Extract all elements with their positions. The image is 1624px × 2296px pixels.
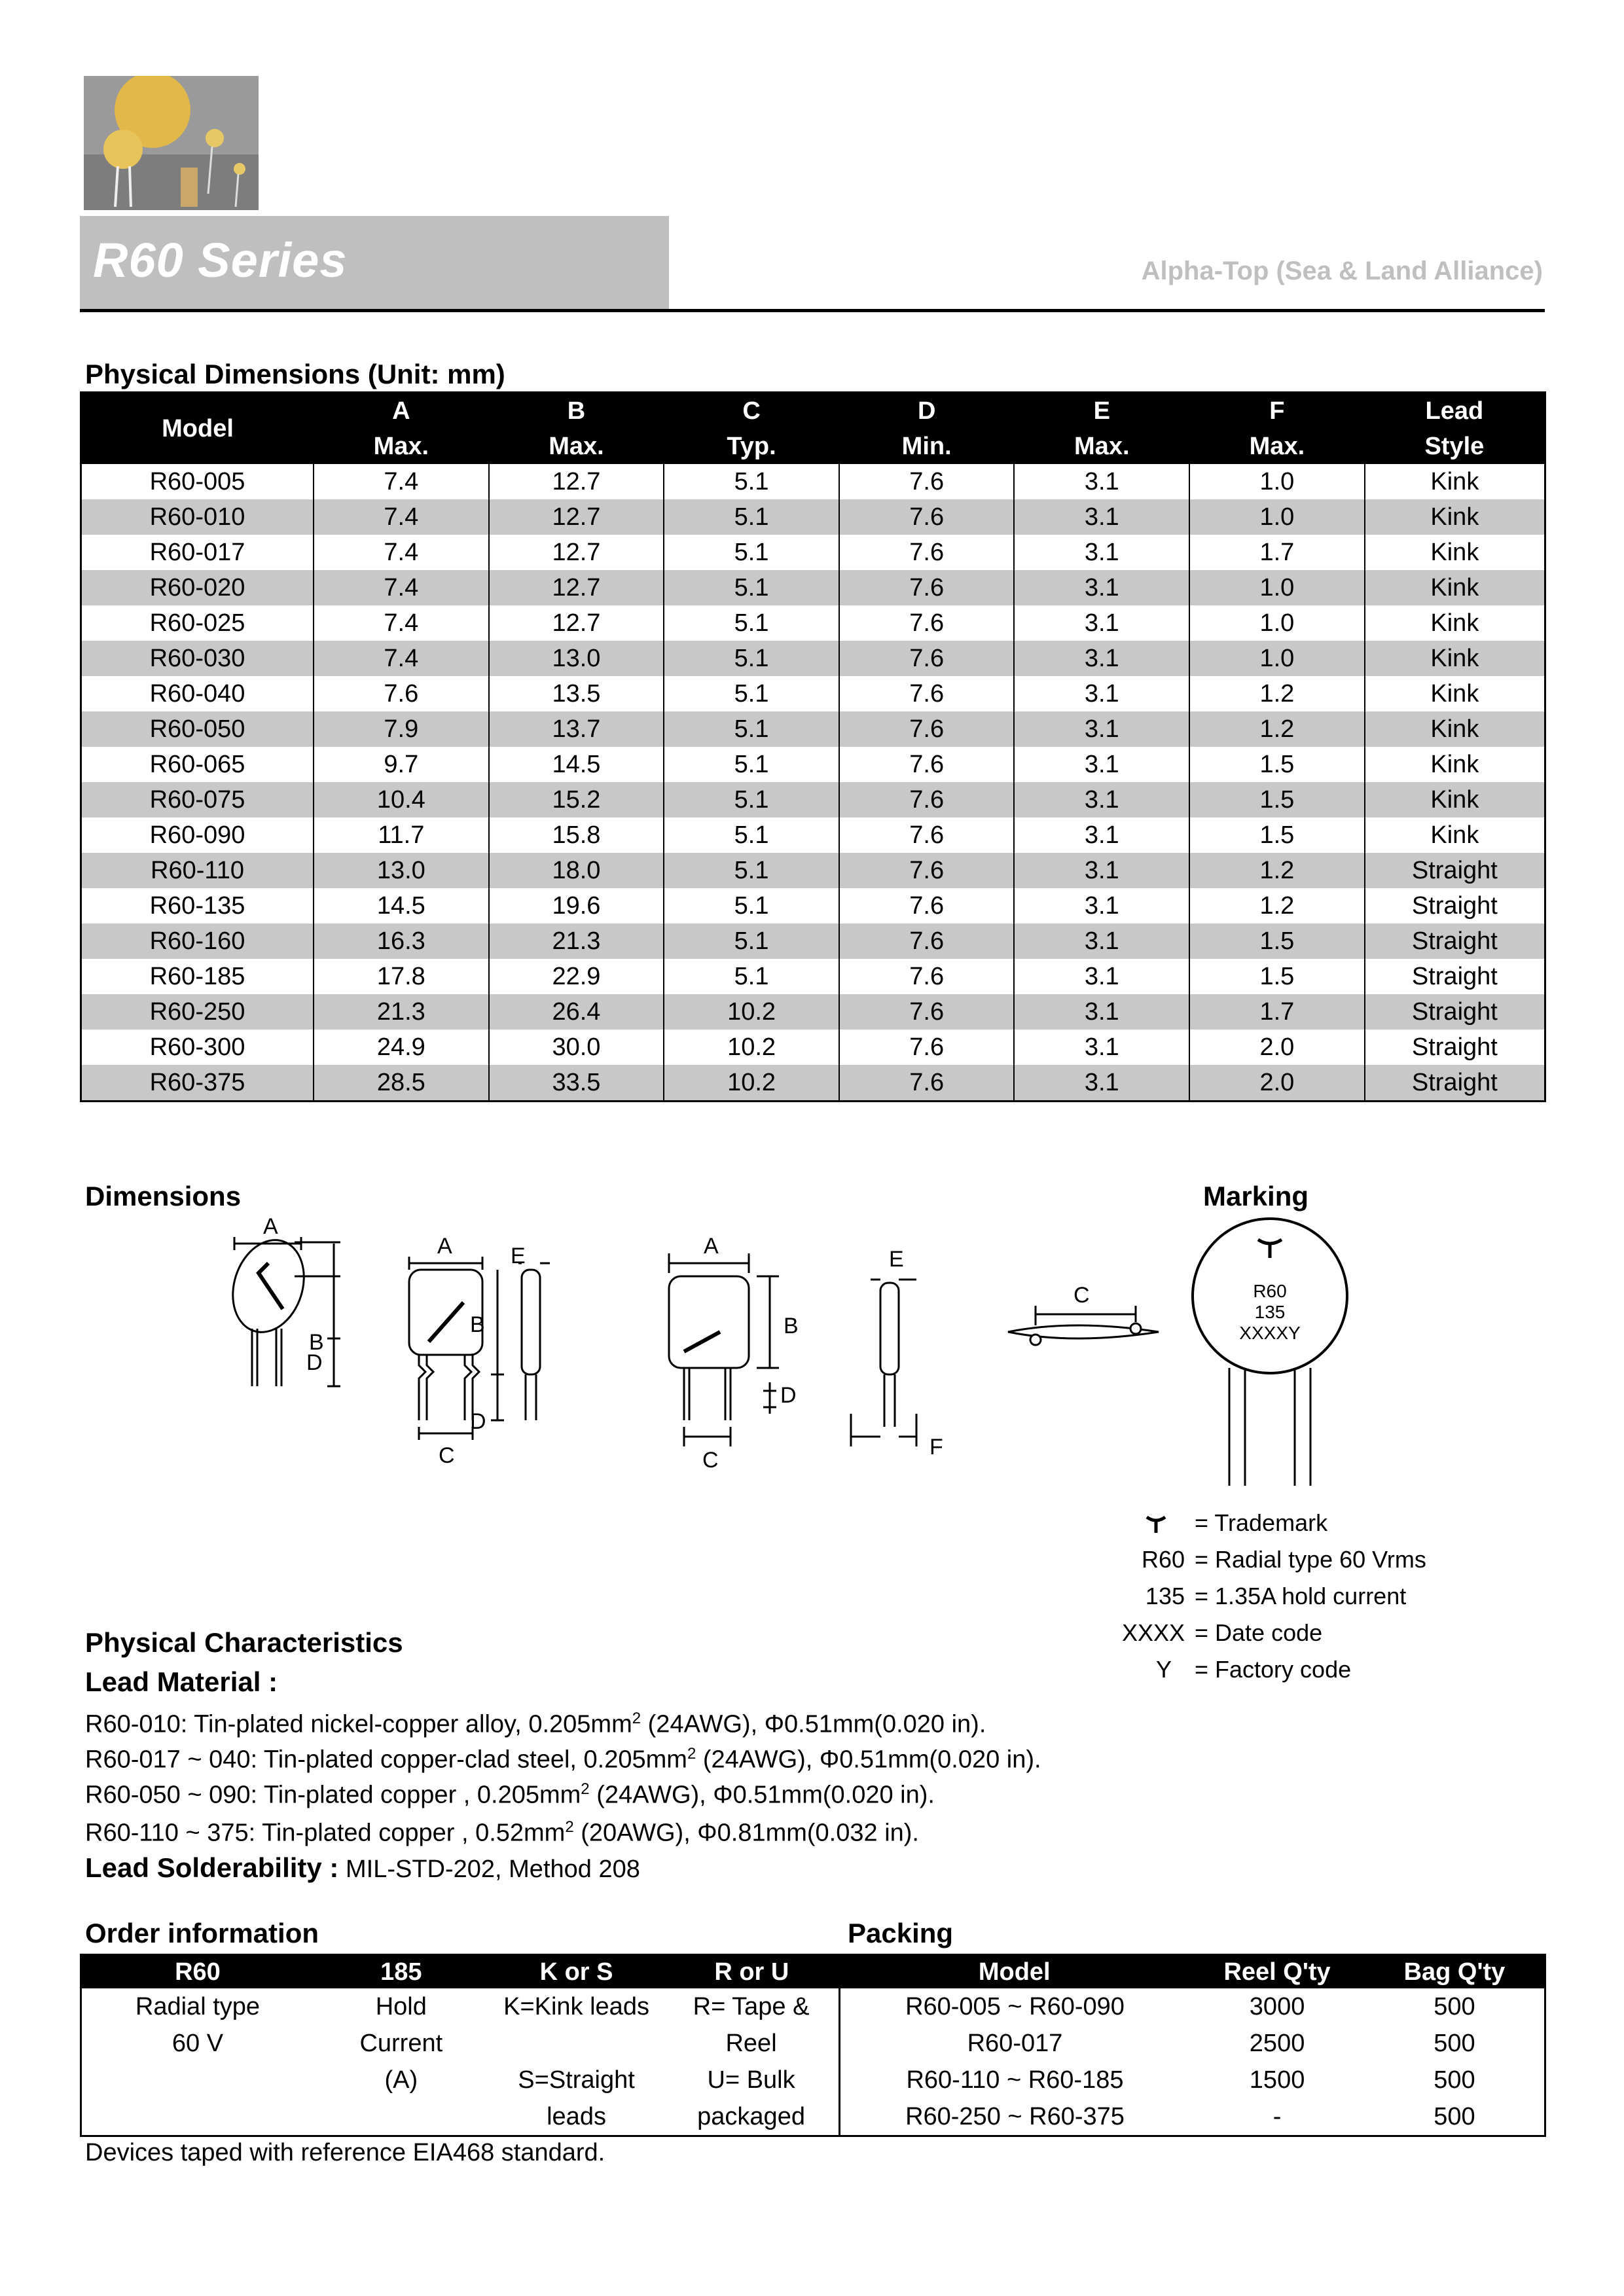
table-cell: 7.6 xyxy=(839,1030,1015,1065)
trademark-legend-icon xyxy=(1144,1511,1168,1534)
table-cell: 3.1 xyxy=(1014,570,1189,605)
table-row xyxy=(81,2062,1545,2098)
header-top-1: A xyxy=(314,393,489,429)
legend-135-key: 135 xyxy=(1145,1583,1185,1609)
table-cell: R60-005 ~ R60-090 xyxy=(905,1992,1125,2020)
table-cell: Straight xyxy=(1365,853,1545,888)
table-cell: 3.1 xyxy=(1014,1065,1189,1102)
table-cell: 5.1 xyxy=(664,464,839,499)
order-information-title: Order information xyxy=(85,1918,319,1948)
header-bottom-7: Style xyxy=(1365,429,1545,464)
table-cell: 500 xyxy=(1434,2066,1475,2094)
table-cell: 3.1 xyxy=(1014,605,1189,641)
lead-material-title: Lead Material : xyxy=(85,1666,278,1697)
table-cell: 7.6 xyxy=(839,817,1015,853)
table-cell: Hold xyxy=(375,1992,427,2020)
table-cell: Straight xyxy=(1365,959,1545,994)
order-table-header xyxy=(81,1955,1545,1989)
table-cell: 5.1 xyxy=(664,888,839,924)
table-cell: 13.0 xyxy=(489,641,664,676)
table-cell: 21.3 xyxy=(489,924,664,959)
table-cell: R60-040 xyxy=(81,676,314,711)
table-cell: 60 V xyxy=(171,2029,224,2057)
table-cell: 19.6 xyxy=(489,888,664,924)
diagram-label-b: B xyxy=(309,1330,324,1355)
table-cell: 7.6 xyxy=(839,747,1015,782)
table-cell: 14.5 xyxy=(489,747,664,782)
table-cell: 7.6 xyxy=(839,499,1015,535)
order-header-6: Bag Q'ty xyxy=(1365,1955,1545,1989)
table-cell: 1.5 xyxy=(1189,782,1365,817)
table-row xyxy=(81,641,1545,676)
table-cell: 7.4 xyxy=(314,464,489,499)
table-cell: 1.5 xyxy=(1189,817,1365,853)
table-cell: 5.1 xyxy=(664,782,839,817)
order-header-3: R or U xyxy=(664,1955,839,1989)
table-cell: 7.6 xyxy=(839,464,1015,499)
legend-r60-desc: = Radial type 60 Vrms xyxy=(1195,1546,1426,1573)
table-row xyxy=(81,2098,1545,2136)
table-cell: 1.0 xyxy=(1189,499,1365,535)
diagram-label-d: D xyxy=(306,1350,323,1375)
table-cell: R60-250 xyxy=(81,994,314,1030)
table-cell: R= Tape & xyxy=(664,1988,839,2025)
table-cell: 18.0 xyxy=(489,853,664,888)
table-cell: 13.7 xyxy=(489,711,664,747)
table-cell: R60-110 ~ R60-185 xyxy=(906,2066,1124,2094)
packing-title: Packing xyxy=(848,1918,954,1948)
table-cell: Kink xyxy=(1365,535,1545,570)
table-cell: Straight xyxy=(1365,888,1545,924)
order-header-2: K or S xyxy=(489,1955,664,1989)
company-name: Alpha-Top (Sea & Land Alliance) xyxy=(1141,257,1543,285)
diagram-label-a-3: A xyxy=(704,1234,719,1259)
table-cell: Kink xyxy=(1365,641,1545,676)
table-cell: 3.1 xyxy=(1014,994,1189,1030)
table-cell: 5.1 xyxy=(664,535,839,570)
table-cell: 1.2 xyxy=(1189,711,1365,747)
table-cell: 15.2 xyxy=(489,782,664,817)
table-cell: 26.4 xyxy=(489,994,664,1030)
legend-factory-key: Y xyxy=(1155,1656,1172,1683)
table-cell: 7.6 xyxy=(839,959,1015,994)
header-top-7: Lead xyxy=(1365,393,1545,429)
table-cell: Kink xyxy=(1365,499,1545,535)
table-cell xyxy=(489,2025,664,2062)
legend-135-desc: = 1.35A hold current xyxy=(1195,1583,1407,1609)
table-cell: 7.6 xyxy=(839,782,1015,817)
legend-factory-desc: = Factory code xyxy=(1195,1656,1352,1683)
table-row xyxy=(81,605,1545,641)
dimensions-diagram xyxy=(223,1211,1178,1499)
table-cell: 5.1 xyxy=(664,747,839,782)
table-cell: 16.3 xyxy=(314,924,489,959)
table-cell: R60-135 xyxy=(81,888,314,924)
table-row xyxy=(81,1988,1545,2025)
table-cell: 28.5 xyxy=(314,1065,489,1102)
table-cell: 3.1 xyxy=(1014,1030,1189,1065)
table-row xyxy=(81,464,1545,499)
table-cell: 1.2 xyxy=(1189,853,1365,888)
table-cell: 7.6 xyxy=(839,888,1015,924)
table-cell: 1.7 xyxy=(1189,535,1365,570)
table-cell: 3.1 xyxy=(1014,959,1189,994)
header-top-5: E xyxy=(1014,393,1189,429)
table-cell: 7.6 xyxy=(839,535,1015,570)
diagram-label-b-2: B xyxy=(470,1312,485,1337)
physical-characteristics-title: Physical Characteristics xyxy=(85,1627,403,1658)
table-cell: 3.1 xyxy=(1014,853,1189,888)
table-cell: 3.1 xyxy=(1014,499,1189,535)
diagram-label-e: E xyxy=(511,1244,526,1268)
table-cell xyxy=(81,2098,314,2136)
table-cell: 12.7 xyxy=(489,605,664,641)
table-cell: R60-017 xyxy=(81,535,314,570)
table-cell: 3.1 xyxy=(1014,782,1189,817)
diagram-label-c-3: C xyxy=(702,1448,719,1473)
diagram-label-c: C xyxy=(439,1443,455,1468)
order-header-5: Reel Q'ty xyxy=(1189,1955,1365,1989)
table-cell: 7.4 xyxy=(314,605,489,641)
order-header-4: Model xyxy=(839,1955,1189,1989)
table-cell: 12.7 xyxy=(489,570,664,605)
table-cell: 1.0 xyxy=(1189,605,1365,641)
table-cell: R60-300 xyxy=(81,1030,314,1065)
table-cell: 2500 xyxy=(1249,2029,1305,2057)
header-bottom-6: Max. xyxy=(1189,429,1365,464)
table-cell: Kink xyxy=(1365,711,1545,747)
order-header-0: R60 xyxy=(81,1955,314,1989)
table-cell: 7.6 xyxy=(839,570,1015,605)
diagram-label-d-3: D xyxy=(780,1383,797,1408)
marking-line-2: 135 xyxy=(1254,1302,1286,1322)
diagram-square-straight xyxy=(669,1253,916,1446)
table-cell: Straight xyxy=(1365,1030,1545,1065)
table-cell: 7.6 xyxy=(839,994,1015,1030)
table-cell: 12.7 xyxy=(489,499,664,535)
table-cell: 10.2 xyxy=(664,1065,839,1102)
table-row xyxy=(81,888,1545,924)
table-cell: 9.7 xyxy=(314,747,489,782)
table-cell: 5.1 xyxy=(664,641,839,676)
table-cell: 7.6 xyxy=(839,641,1015,676)
dimensions-table xyxy=(80,391,1546,1102)
table-cell: 1.5 xyxy=(1189,924,1365,959)
table-cell: 1.2 xyxy=(1189,888,1365,924)
table-cell: R60-020 xyxy=(81,570,314,605)
lead-material-line-1: R60-010: Tin-plated nickel-copper alloy, $0.205mm^2$ (24AWG), Φ0.51mm(0.020 in). xyxy=(85,1710,986,1738)
table-cell: 1500 xyxy=(1249,2066,1305,2094)
table-cell: R60-017 xyxy=(967,2029,1063,2057)
table-cell: 5.1 xyxy=(664,499,839,535)
lead-material-line-3: R60-050 ~ 090: Tin-plated copper , $0.205mm^2$ (24AWG), Φ0.51mm(0.020 in). xyxy=(85,1780,935,1809)
table-cell: 21.3 xyxy=(314,994,489,1030)
table-cell: Kink xyxy=(1365,747,1545,782)
table-cell: R60-025 xyxy=(81,605,314,641)
table-cell: packaged xyxy=(664,2098,839,2136)
header-model: Model xyxy=(81,393,314,465)
table-cell: 7.4 xyxy=(314,570,489,605)
table-row xyxy=(81,1065,1545,1102)
header-top-2: B xyxy=(489,393,664,429)
table-cell: 5.1 xyxy=(664,853,839,888)
table-cell: 11.7 xyxy=(314,817,489,853)
diagram-label-f: F xyxy=(929,1435,943,1460)
header-bottom-2: Max. xyxy=(489,429,664,464)
table-row xyxy=(81,959,1545,994)
table-cell xyxy=(314,2098,489,2136)
table-cell: Straight xyxy=(1365,994,1545,1030)
table-cell: 24.9 xyxy=(314,1030,489,1065)
table-cell: 3.1 xyxy=(1014,641,1189,676)
table-cell: 500 xyxy=(1434,1992,1475,2020)
table-row xyxy=(81,570,1545,605)
table-row xyxy=(81,499,1545,535)
table-cell: 10.2 xyxy=(664,1030,839,1065)
marking-line-1: R60 xyxy=(1253,1281,1287,1301)
table-cell: R60-160 xyxy=(81,924,314,959)
ptc-component-photo xyxy=(84,76,259,210)
lead-solderability: Lead Solderability : MIL-STD-202, Method 208 xyxy=(85,1852,640,1883)
table-cell: 1.7 xyxy=(1189,994,1365,1030)
diagram-label-b-3: B xyxy=(784,1314,799,1338)
table-cell: 5.1 xyxy=(664,676,839,711)
marking-title: Marking xyxy=(1203,1181,1309,1211)
table-cell: Kink xyxy=(1365,817,1545,853)
table-row xyxy=(81,994,1545,1030)
legend-trademark-desc: = Trademark xyxy=(1195,1509,1328,1536)
table-cell: R60-250 ~ R60-375 xyxy=(905,2102,1125,2130)
table-cell: 1.2 xyxy=(1189,676,1365,711)
product-photo xyxy=(84,76,259,210)
table-cell: 3.1 xyxy=(1014,924,1189,959)
table-cell: R60-065 xyxy=(81,747,314,782)
table-cell: - xyxy=(1272,2102,1282,2130)
table-cell: 7.4 xyxy=(314,641,489,676)
table-cell: 1.0 xyxy=(1189,641,1365,676)
header-top-6: F xyxy=(1189,393,1365,429)
diagram-side-view xyxy=(1008,1306,1159,1345)
table-cell: 7.6 xyxy=(839,605,1015,641)
table-cell: 14.5 xyxy=(314,888,489,924)
dimensions-table-body xyxy=(81,464,1545,1102)
table-cell: Kink xyxy=(1365,605,1545,641)
table-cell: U= Bulk xyxy=(664,2062,839,2098)
table-cell: R60-090 xyxy=(81,817,314,853)
table-cell: 7.6 xyxy=(314,676,489,711)
table-row xyxy=(81,853,1545,888)
table-row xyxy=(81,747,1545,782)
table-cell: Reel xyxy=(664,2025,839,2062)
table-cell: 10.2 xyxy=(664,994,839,1030)
table-cell: 3.1 xyxy=(1014,711,1189,747)
table-cell: 3.1 xyxy=(1014,535,1189,570)
table-cell: R60-030 xyxy=(81,641,314,676)
table-cell: Current xyxy=(359,2029,443,2057)
table-cell: R60-010 xyxy=(81,499,314,535)
table-cell: 5.1 xyxy=(664,959,839,994)
table-cell: 1.5 xyxy=(1189,747,1365,782)
table-cell: 5.1 xyxy=(664,570,839,605)
diagram-label-a-2: A xyxy=(437,1234,452,1259)
table-cell: Kink xyxy=(1365,676,1545,711)
order-packing-table xyxy=(80,1954,1546,2137)
table-cell: 7.6 xyxy=(839,924,1015,959)
table-cell: Straight xyxy=(1365,924,1545,959)
table-cell: 5.1 xyxy=(664,817,839,853)
table-cell: 500 xyxy=(1434,2102,1475,2130)
diagram-label-a: A xyxy=(263,1214,278,1239)
diagram-label-d-2: D xyxy=(470,1409,486,1434)
table-cell: 7.4 xyxy=(314,535,489,570)
legend-date-desc: = Date code xyxy=(1195,1619,1323,1646)
header-bottom-1: Max. xyxy=(314,429,489,464)
table-cell: R60-185 xyxy=(81,959,314,994)
table-row xyxy=(81,924,1545,959)
table-cell: R60-375 xyxy=(81,1065,314,1102)
lead-material-line-4: R60-110 ~ 375: Tin-plated copper , $0.52mm^2$ (20AWG), Φ0.81mm(0.032 in). xyxy=(85,1818,919,1847)
diagram-round-kink xyxy=(223,1230,340,1386)
table-cell: 3.1 xyxy=(1014,676,1189,711)
table-cell: 3.1 xyxy=(1014,817,1189,853)
table-cell: 7.4 xyxy=(314,499,489,535)
table-cell: 2.0 xyxy=(1189,1065,1365,1102)
table-cell: 5.1 xyxy=(664,711,839,747)
table-cell: 3.1 xyxy=(1014,888,1189,924)
order-header-1: 185 xyxy=(314,1955,489,1989)
table-row xyxy=(81,2025,1545,2062)
table-cell: 5.1 xyxy=(664,924,839,959)
table-cell: R60-110 xyxy=(81,853,314,888)
header-bottom-4: Min. xyxy=(839,429,1015,464)
series-title: R60 Series xyxy=(93,233,348,287)
table-row xyxy=(81,676,1545,711)
table-cell: R60-050 xyxy=(81,711,314,747)
table-cell: 7.6 xyxy=(839,711,1015,747)
table-cell: Kink xyxy=(1365,570,1545,605)
header-top-3: C xyxy=(664,393,839,429)
table-cell: 1.5 xyxy=(1189,959,1365,994)
table-cell: Straight xyxy=(1365,1065,1545,1102)
table-cell: 3.1 xyxy=(1014,464,1189,499)
table-row xyxy=(81,535,1545,570)
table-cell: 33.5 xyxy=(489,1065,664,1102)
order-table-body xyxy=(81,1988,1545,2136)
table-cell: 10.4 xyxy=(314,782,489,817)
table-cell: K=Kink leads xyxy=(503,1992,649,2020)
table-cell: 5.1 xyxy=(664,605,839,641)
header-bottom-3: Typ. xyxy=(664,429,839,464)
table-cell: 22.9 xyxy=(489,959,664,994)
marking-line-3: XXXXY xyxy=(1239,1323,1301,1343)
table-cell: Kink xyxy=(1365,464,1545,499)
table-row xyxy=(81,1030,1545,1065)
table-row xyxy=(81,782,1545,817)
table-cell: 13.5 xyxy=(489,676,664,711)
table-cell: leads xyxy=(547,2102,606,2130)
table-cell: 12.7 xyxy=(489,464,664,499)
diagram-label-c-4: C xyxy=(1074,1283,1090,1308)
table-cell: 500 xyxy=(1434,2029,1475,2057)
table-cell: R60-075 xyxy=(81,782,314,817)
dimensions-table-header xyxy=(81,393,1545,465)
lead-material-line-2: R60-017 ~ 040: Tin-plated copper-clad steel, $0.205mm^2$ (24AWG), Φ0.51mm(0.020 in). xyxy=(85,1745,1041,1774)
table-cell: (A) xyxy=(384,2066,418,2094)
table-cell: 13.0 xyxy=(314,853,489,888)
table-cell: 7.6 xyxy=(839,853,1015,888)
table-cell: Kink xyxy=(1365,782,1545,817)
table-cell: 2.0 xyxy=(1189,1030,1365,1065)
table-cell: 17.8 xyxy=(314,959,489,994)
header-bottom-5: Max. xyxy=(1014,429,1189,464)
marking-diagram xyxy=(1185,1217,1355,1492)
dimensions-table-title: Physical Dimensions (Unit: mm) xyxy=(85,359,505,389)
table-cell: Radial type xyxy=(135,1992,261,2020)
order-footnote: Devices taped with reference EIA468 standard. xyxy=(85,2139,605,2166)
table-cell: 3000 xyxy=(1249,1992,1305,2020)
table-cell: 30.0 xyxy=(489,1030,664,1065)
table-cell: 7.6 xyxy=(839,676,1015,711)
table-cell: 1.0 xyxy=(1189,464,1365,499)
table-cell: 3.1 xyxy=(1014,747,1189,782)
table-cell: 7.6 xyxy=(839,1065,1015,1102)
table-cell: 12.7 xyxy=(489,535,664,570)
table-cell: 1.0 xyxy=(1189,570,1365,605)
table-cell: 7.9 xyxy=(314,711,489,747)
dimensions-diagram-title: Dimensions xyxy=(85,1181,242,1211)
table-row xyxy=(81,711,1545,747)
table-row xyxy=(81,817,1545,853)
table-cell: S=Straight xyxy=(518,2066,635,2094)
header-divider xyxy=(80,309,1545,312)
legend-r60-key: R60 xyxy=(1141,1546,1185,1573)
header-top-4: D xyxy=(839,393,1015,429)
table-cell xyxy=(81,2062,314,2098)
diagram-label-e-3: E xyxy=(889,1247,904,1272)
table-cell: 15.8 xyxy=(489,817,664,853)
legend-date-key: XXXX xyxy=(1121,1619,1185,1646)
table-cell: R60-005 xyxy=(81,464,314,499)
